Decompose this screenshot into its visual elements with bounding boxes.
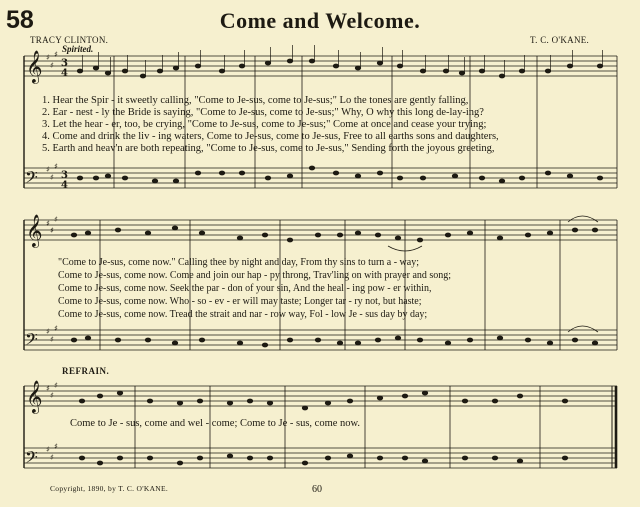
svg-text:4: 4 [61, 180, 68, 191]
hymn-number: 58 [6, 6, 34, 34]
system3-treble-staff [24, 386, 617, 406]
svg-text:♯: ♯ [54, 162, 58, 171]
system3-bass-staff [24, 448, 617, 468]
verse-line-1: 1. Hear the Spir - it sweetly calling, "Come to Je-sus, come to Je-sus;" Lo the tones are gently falling, [42, 95, 469, 106]
refrain-label: REFRAIN. [62, 366, 110, 376]
chorus-line-4: Come to Je-sus, come now. Who - so - ev - er will may taste; Longer tar - ry not, but haste; [58, 296, 422, 307]
tempo-marking: Spirited. [62, 44, 94, 54]
svg-text:♯: ♯ [50, 391, 54, 400]
chorus-line-5: Come to Je-sus, come now. Tread the strait and nar - row way, Fol - low Je - sus day by day; [58, 309, 428, 320]
system1-treble-staff [24, 56, 617, 76]
svg-text:♯: ♯ [54, 381, 58, 390]
svg-text:♯: ♯ [54, 50, 58, 59]
author-credit: TRACY CLINTON. [30, 35, 109, 45]
svg-text:4: 4 [61, 68, 68, 79]
hymn-title: Come and Welcome. [219, 8, 421, 33]
copyright-notice: Copyright, 1890, by T. C. O'KANE. [50, 484, 169, 493]
svg-text:♯: ♯ [54, 215, 58, 224]
svg-text:♯: ♯ [54, 324, 58, 333]
chorus-line-3: Come to Je-sus, come now. Seek the par - don of your sin, And the heal - ing pow - er within, [58, 283, 432, 294]
composer-credit: T. C. O'KANE. [530, 35, 590, 45]
bass-clef-icon: 𝄢 [25, 167, 38, 191]
page-number: 60 [312, 484, 322, 495]
treble-clef-icon: 𝄞 [26, 214, 43, 247]
refrain-words: Come to Je - sus, come and wel - come; Come to Je - sus, come now. [70, 418, 361, 429]
treble-clef-icon: 𝄞 [26, 50, 43, 83]
svg-text:♯: ♯ [46, 384, 50, 393]
bass-clef-icon: 𝄢 [25, 447, 38, 471]
svg-text:♯: ♯ [46, 53, 50, 62]
chorus-block [58, 256, 451, 321]
svg-text:♯: ♯ [50, 453, 54, 462]
svg-text:♯: ♯ [50, 61, 54, 70]
svg-text:3: 3 [61, 170, 68, 181]
verse-line-4: 4. Come and drink the liv - ing waters, Come to Je-sus, come to Je-sus, Free to all earths sons and daughters, [42, 131, 499, 142]
verse-block [42, 95, 499, 155]
svg-text:♯: ♯ [50, 335, 54, 344]
svg-text:♯: ♯ [46, 219, 50, 228]
svg-text:♯: ♯ [54, 442, 58, 451]
chorus-line-2: Come to Je-sus, come now. Come and join our hap - py throng, Trav'ling on with prayer and song; [58, 270, 452, 281]
verse-line-2: 2. Ear - nest - ly the Bride is saying, "Come to Je-sus, come to Je-sus;" Why, O why this long de-lay-ing? [42, 107, 484, 118]
system1-bass-staff [24, 168, 617, 188]
chorus-line-1: "Come to Je-sus, come now." Calling thee by night and day, From thy sins to turn a - way; [58, 257, 419, 268]
svg-text:♯: ♯ [50, 226, 54, 235]
svg-text:♯: ♯ [50, 173, 54, 182]
verse-line-5: 5. Earth and heav'n are both repeating, "Come to Je-sus, come to Je-sus," Sending forth the joyous greeting, [42, 143, 495, 154]
svg-text:♯: ♯ [46, 445, 50, 454]
treble-clef-icon: 𝄞 [26, 380, 43, 413]
verse-line-3: 3. Let the hear - er, too, be crying, "Come to Je-sus, come to Je-sus;" Come at once and cease your trying; [42, 119, 487, 130]
svg-text:♯: ♯ [46, 327, 50, 336]
svg-text:3: 3 [61, 58, 68, 69]
svg-text:♯: ♯ [46, 165, 50, 174]
bass-clef-icon: 𝄢 [25, 329, 38, 353]
